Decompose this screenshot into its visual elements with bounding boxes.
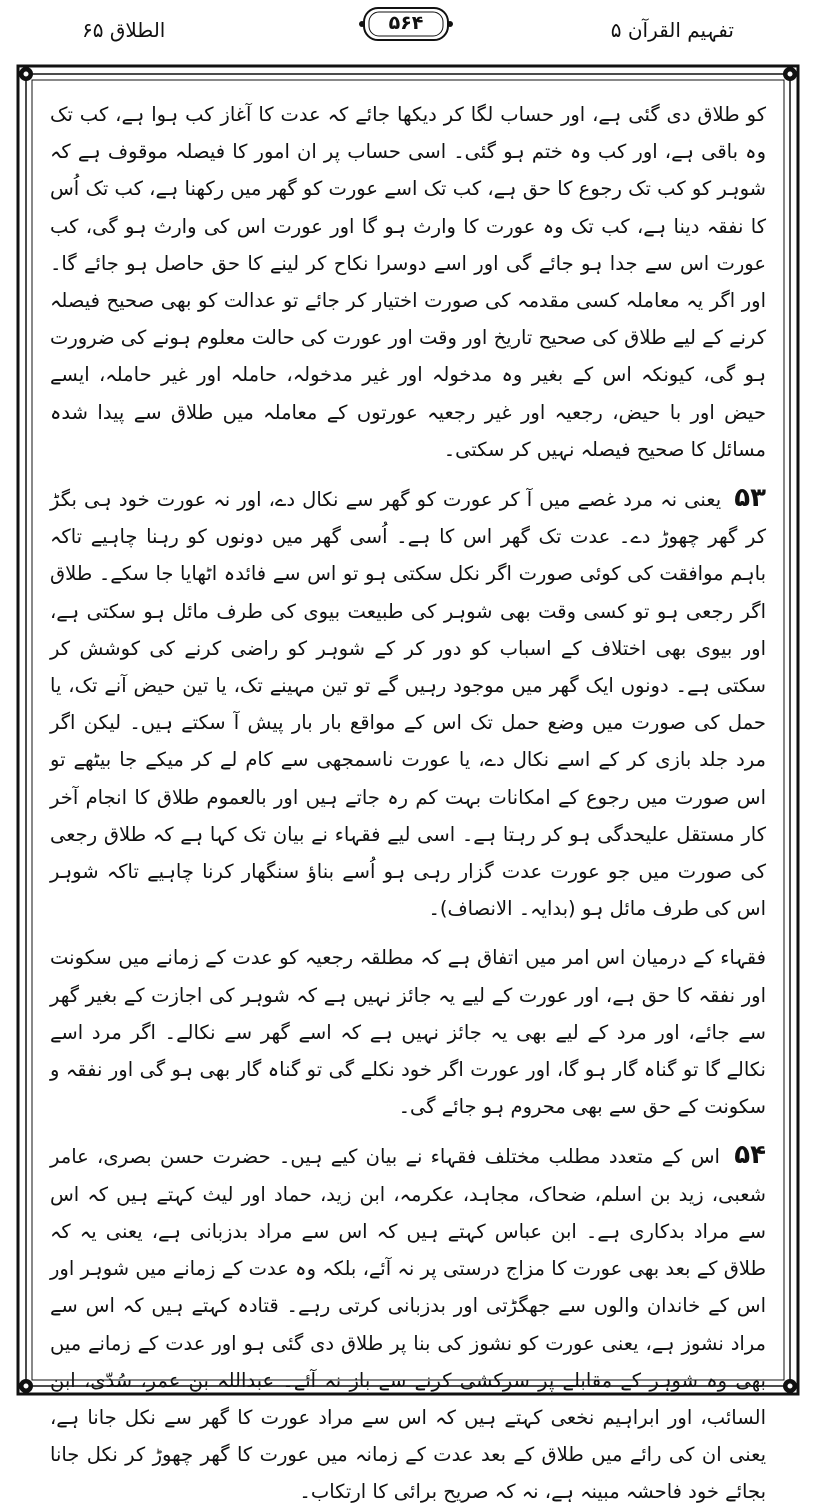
surah-running-head: الطلاق ۶۵	[82, 18, 166, 42]
footnote-number: ۵۴	[734, 1140, 766, 1171]
book-running-head: تفہیم القرآن ۵	[610, 18, 734, 42]
paragraph-text: اس کے متعدد مطلب مختلف فقہاء نے بیان کیے ہیں۔ حضرت حسن بصری، عامر شعبی، زید بن اسلم، ضحاک، مجاہد، عکرمہ، ابن زید، حماد اور لیث کہتے ہیں کہ اس سے مراد بدکاری ہے۔ ابن عباس کہتے ہیں کہ اس سے مراد بدزبانی ہے، یعنی یہ کہ طلاق کے بعد بھی عورت کا مزاج درستی پر نہ آئے، بلکہ وہ عدت کے زمانے میں شوہر اور اس کے خاندان والوں سے جھگڑتی اور بدزبانی کرتی رہے۔ قتادہ کہتے ہیں کہ اس سے مراد نشوز ہے، یعنی عورت کو نشوز کی بنا پر طلاق دی گئی ہو اور عدت کے زمانے میں بھی وہ شوہر کے مقابلے پر سرکشی کرنے سے باز نہ آئے۔ عبداللہ بن عمر، سُدّی، ابن السائب، اور ابراہیم نخعی کہتے ہیں کہ اس سے مراد عورت کا گھر سے نکل جانا ہے، یعنی ان کی رائے میں طلاق کے بعد عدت کے زمانہ میں عورت کا گھر چھوڑ کر نکل جانا بجائے خود فاحشہ مبینہ ہے، نہ کہ صریح برائی کا ارتکاب۔	[50, 1145, 766, 1504]
page-number-medallion	[358, 4, 454, 44]
paragraph-note-53	[50, 480, 766, 927]
paragraph-text: یعنی نہ مرد غصے میں آ کر عورت کو گھر سے نکال دے، اور نہ عورت خود ہی بگڑ کر گھر چھوڑ دے۔ عدت تک گھر اس کا ہے۔ اُسی گھر میں دونوں کو رہنا چاہیے تاکہ باہم موافقت کی کوئی صورت اگر نکل سکتی ہو تو اس سے فائدہ اٹھایا جا سکے۔ طلاق اگر رجعی ہو تو کسی وقت بھی شوہر کی طبیعت بیوی کی طرف مائل ہو سکتی ہے، اور بیوی بھی اختلاف کے اسباب کو دور کر کے شوہر کو راضی کرنے کی کوشش کر سکتی ہے۔ دونوں ایک گھر میں موجود رہیں گے تو تین مہینے تک، یا تین حیض آنے تک، یا حمل کی صورت میں وضع حمل تک اس کے مواقع بار بار پیش آ سکتے ہیں۔ لیکن اگر مرد جلد بازی کر کے اسے نکال دے، یا عورت ناسمجھی سے کام لے کر میکے جا بیٹھے تو اس صورت میں رجوع کے امکانات بہت کم رہ جاتے ہیں اور بالعموم طلاق کا انجام آخر کار مستقل علیحدگی ہو کر رہتا ہے۔ اسی لیے فقہاء نے بیان تک کہا ہے کہ طلاق رجعی کی صورت میں جو عورت عدت گزار رہی ہو اُسے بناؤ سنگھار کرنا چاہیے تاکہ شوہر اس کی طرف مائل ہو (بدایہ۔ الانصاف)۔	[50, 488, 766, 921]
page-body	[50, 96, 766, 1504]
paragraph-continuation	[50, 96, 766, 468]
paragraph-text: فقہاء کے درمیان اس امر میں اتفاق ہے کہ مطلقہ رجعیہ کو عدت کے زمانے میں سکونت اور نفقہ کا حق ہے، اور عورت کے لیے یہ جائز نہیں ہے کہ شوہر کی اجازت کے بغیر گھر سے جائے، اور مرد کے لیے بھی یہ جائز نہیں ہے کہ اسے گھر سے نکالے۔ اگر مرد اسے نکالے گا تو گناہ گار ہو گا، اور عورت اگر خود نکلے گی تو گناہ گار بھی ہو گی اور نفقہ و سکونت کے حق سے بھی محروم ہو جائے گی۔	[50, 946, 766, 1119]
paragraph-note-54	[50, 1137, 766, 1510]
paragraph-text: کو طلاق دی گئی ہے، اور حساب لگا کر دیکھا جائے کہ عدت کا آغاز کب ہوا ہے، کب تک وہ باقی ہے، اور کب وہ ختم ہو گئی۔ اسی حساب پر ان امور کا فیصلہ موقوف ہے کہ شوہر کو کب تک رجوع کا حق ہے، کب تک اسے عورت کو گھر میں رکھنا ہے، کب تک اُس کا نفقہ دینا ہے، کب تک وہ عورت کا وارث ہو گا اور عورت اس کی وارث ہو گی، کب عورت اس سے جدا ہو جائے گی اور اسے دوسرا نکاح کر لینے کا حق حاصل ہو جائے گا۔ اور اگر یہ معاملہ کسی مقدمہ کی صورت اختیار کر جائے تو عدالت کو بھی صحیح فیصلہ کرنے کے لیے طلاق کی صحیح تاریخ اور وقت اور عورت کی حالت معلوم ہونے کی ضرورت ہو گی، کیونکہ اس کے بغیر وہ مدخولہ اور غیر مدخولہ، حاملہ اور غیر حاملہ، ایسے حیض اور با حیض، رجعیہ اور غیر رجعیہ عورتوں کے معاملہ میں طلاق سے پیدا شدہ مسائل کا صحیح فیصلہ نہیں کر سکتی۔	[50, 103, 766, 461]
page-number: ۵۶۴	[388, 12, 424, 34]
footnote-number: ۵۳	[734, 483, 766, 514]
paragraph-jurists-consensus	[50, 939, 766, 1125]
